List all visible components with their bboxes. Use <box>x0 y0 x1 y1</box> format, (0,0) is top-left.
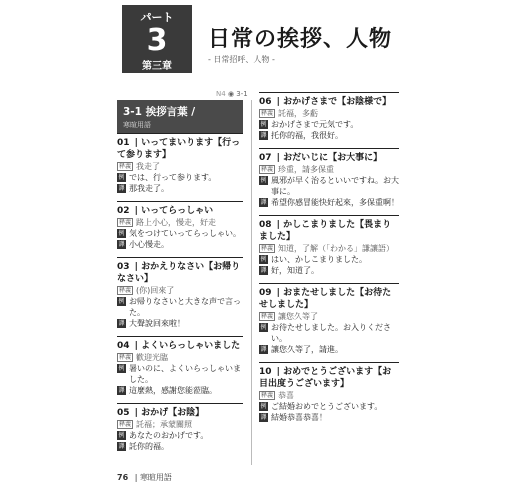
phrase-entry <box>259 362 399 423</box>
example-tag: 例 <box>118 432 125 439</box>
meaning-line <box>117 419 243 430</box>
phrase-number: 06 <box>259 97 272 107</box>
meaning-line <box>117 352 243 363</box>
translation-tag: 譯 <box>118 185 125 192</box>
example-text: 暑いのに、よくいらっしゃいました。 <box>129 364 241 384</box>
example-line <box>117 363 243 385</box>
phrase-number: 01 <box>117 138 130 148</box>
translation-text: 託你的福。 <box>129 442 169 451</box>
meaning-text: 路上小心，慢走，好走 <box>136 218 217 227</box>
meaning-text: 託福；承蒙關照 <box>136 420 193 429</box>
example-line <box>259 322 399 344</box>
meaning-tag: 释義 <box>261 313 274 320</box>
left-column <box>117 92 243 459</box>
translation-line <box>259 412 399 423</box>
part-badge <box>122 5 192 73</box>
meaning-text: 歡迎光臨 <box>136 353 169 362</box>
translation-tag: 譯 <box>118 241 125 248</box>
phrase-entry <box>117 257 243 329</box>
meaning-text: 珍重，請多保重 <box>278 165 335 174</box>
phrase-heading <box>259 152 399 164</box>
phrase-text: いってまいります【行って参ります】 <box>117 138 241 160</box>
phrase-text: おかげさまで【お陰様で】 <box>283 97 392 107</box>
section-code: 3-1 <box>236 90 248 98</box>
example-text: 風邪が早く治るといいですね。お大事に。 <box>271 176 399 196</box>
meaning-line <box>259 311 399 322</box>
example-line <box>117 172 243 183</box>
translation-line <box>117 441 243 452</box>
translation-text: 好，知道了。 <box>271 266 319 275</box>
example-line <box>117 296 243 318</box>
translation-text: 希望你感冒能快好起來，多保重啊！ <box>271 198 399 207</box>
phrase-divider: | <box>134 408 138 418</box>
phrase-divider: | <box>276 97 280 107</box>
translation-tag: 譯 <box>260 346 267 353</box>
meaning-line <box>117 285 243 296</box>
translation-text: 這麼熱，感謝您能蒞臨。 <box>129 386 217 395</box>
translation-tag: 譯 <box>260 414 267 421</box>
meaning-tag: 释義 <box>119 219 132 226</box>
phrase-text: よくいらっしゃいました <box>141 341 241 351</box>
meaning-tag: 释義 <box>261 392 274 399</box>
phrase-divider: | <box>276 153 280 163</box>
example-line <box>259 119 399 130</box>
meaning-tag: 释義 <box>261 110 274 117</box>
page-number: 76 <box>117 473 129 482</box>
phrase-number: 05 <box>117 408 130 418</box>
phrase-heading <box>259 96 399 108</box>
phrase-list-right <box>259 92 399 423</box>
translation-line <box>117 318 243 329</box>
phrase-number: 03 <box>117 262 130 272</box>
chapter-label: 第三章 <box>142 61 172 72</box>
example-text: あなたのおかげです。 <box>129 431 209 440</box>
example-tag: 例 <box>260 403 267 410</box>
translation-tag: 譯 <box>118 443 125 450</box>
page-footer: 76 | 寒暄用語 <box>117 473 172 482</box>
phrase-divider: | <box>276 220 280 230</box>
example-line <box>259 254 399 265</box>
example-text: おかげさまで元気です。 <box>271 120 359 129</box>
example-line <box>117 430 243 441</box>
meaning-line <box>259 164 399 175</box>
phrase-divider: | <box>134 206 138 216</box>
example-tag: 例 <box>118 230 125 237</box>
phrase-list-left <box>117 133 243 452</box>
book-icon: ◉ <box>227 90 235 98</box>
phrase-number: 07 <box>259 153 272 163</box>
translation-tag: 譯 <box>260 199 267 206</box>
example-tag: 例 <box>118 365 125 372</box>
phrase-text: いってらっしゃい <box>141 206 214 216</box>
example-tag: 例 <box>260 324 267 331</box>
phrase-divider: | <box>276 288 280 298</box>
phrase-text: おかげ【お陰】 <box>141 408 205 418</box>
example-text: お帰りなさいと大きな声で言った。 <box>129 297 241 317</box>
phrase-number: 02 <box>117 206 130 216</box>
meaning-tag: 释義 <box>119 421 132 428</box>
phrase-entry <box>117 336 243 396</box>
phrase-heading <box>259 287 399 311</box>
translation-line <box>117 183 243 194</box>
phrase-divider: | <box>134 341 138 351</box>
phrase-heading <box>117 407 243 419</box>
example-line <box>259 401 399 412</box>
phrase-text: おかえりなさい【お帰りなさい】 <box>117 262 241 284</box>
example-tag: 例 <box>118 174 125 181</box>
example-tag: 例 <box>260 121 267 128</box>
phrase-heading <box>117 137 243 161</box>
level-badge: N4 <box>216 90 226 98</box>
meaning-tag: 释義 <box>119 163 132 170</box>
translation-tag: 譯 <box>118 387 125 394</box>
section-header <box>117 100 243 133</box>
translation-line <box>117 239 243 250</box>
example-text: お待たせしました。お入りください。 <box>271 323 391 343</box>
column-divider <box>251 100 252 465</box>
section-subtitle: 寒暄用語 <box>123 121 151 129</box>
meaning-text: 知道，了解（「わかる」謙讓語） <box>278 244 395 253</box>
translation-line <box>259 265 399 276</box>
phrase-number: 08 <box>259 220 272 230</box>
phrase-heading <box>117 340 243 352</box>
meaning-text: 恭喜 <box>278 391 295 400</box>
meaning-text: 託福，多虧 <box>278 109 319 118</box>
phrase-heading <box>117 205 243 217</box>
phrase-number: 10 <box>259 367 272 377</box>
phrase-number: 09 <box>259 288 272 298</box>
example-text: 気をつけていってらっしゃい。 <box>129 229 241 238</box>
translation-line <box>259 197 399 208</box>
meaning-tag: 释義 <box>261 166 274 173</box>
translation-text: 讓您久等了，請進。 <box>271 345 343 354</box>
phrase-entry <box>117 201 243 250</box>
translation-tag: 譯 <box>118 320 125 327</box>
example-text: ご結婚おめでとうございます。 <box>271 402 383 411</box>
phrase-entry <box>117 133 243 194</box>
page-subtitle: - 日常招呼、人物 - <box>208 55 275 64</box>
meaning-line <box>259 243 399 254</box>
phrase-entry <box>259 92 399 141</box>
example-tag: 例 <box>260 256 267 263</box>
phrase-divider: | <box>134 262 138 272</box>
example-line <box>259 175 399 197</box>
phrase-number: 04 <box>117 341 130 351</box>
meaning-line <box>259 390 399 401</box>
phrase-heading <box>259 366 399 390</box>
meaning-line <box>117 217 243 228</box>
translation-text: 那我走了。 <box>129 184 169 193</box>
example-text: はい、かしこまりました。 <box>271 255 367 264</box>
translation-tag: 譯 <box>260 132 267 139</box>
meaning-line <box>259 108 399 119</box>
phrase-text: おまたせしました【お待たせしました】 <box>259 288 392 310</box>
translation-text: 結婚恭喜恭喜！ <box>271 413 327 422</box>
phrase-entry <box>259 215 399 276</box>
example-line <box>117 228 243 239</box>
right-column <box>259 92 399 430</box>
phrase-text: かしこまりました【畏まりました】 <box>259 220 392 242</box>
page-title: 日常の挨拶、人物 <box>208 27 393 52</box>
part-number: 3 <box>146 23 168 58</box>
phrase-text: おだいじに【お大事に】 <box>283 153 383 163</box>
footer-label: 寒暄用語 <box>139 473 172 482</box>
phrase-divider: | <box>276 367 280 377</box>
phrase-divider: | <box>134 138 138 148</box>
example-text: では、行って参ります。 <box>129 173 217 182</box>
example-tag: 例 <box>260 177 267 184</box>
translation-tag: 譯 <box>260 267 267 274</box>
translation-text: 大聲說回來啦！ <box>129 319 185 328</box>
meaning-text: 我走了 <box>136 162 161 171</box>
translation-line <box>259 344 399 355</box>
phrase-entry <box>259 148 399 208</box>
meaning-text: 讓您久等了 <box>278 312 319 321</box>
meaning-text: (你)回來了 <box>136 286 175 295</box>
meaning-line <box>117 161 243 172</box>
meaning-tag: 释義 <box>261 245 274 252</box>
phrase-heading <box>259 219 399 243</box>
section-title: 3-1 挨拶言葉 / <box>123 106 196 118</box>
phrase-entry <box>117 403 243 452</box>
example-tag: 例 <box>118 298 125 305</box>
translation-line <box>259 130 399 141</box>
meaning-tag: 释義 <box>119 354 132 361</box>
translation-line <box>117 385 243 396</box>
phrase-text: おめでとうございます【お目出度うございます】 <box>259 367 392 389</box>
part-label: パート <box>140 11 174 24</box>
meaning-tag: 释義 <box>119 287 132 294</box>
phrase-entry <box>259 283 399 355</box>
phrase-heading <box>117 261 243 285</box>
translation-text: 小心慢走。 <box>129 240 169 249</box>
translation-text: 托你的福，我很好。 <box>271 131 343 140</box>
